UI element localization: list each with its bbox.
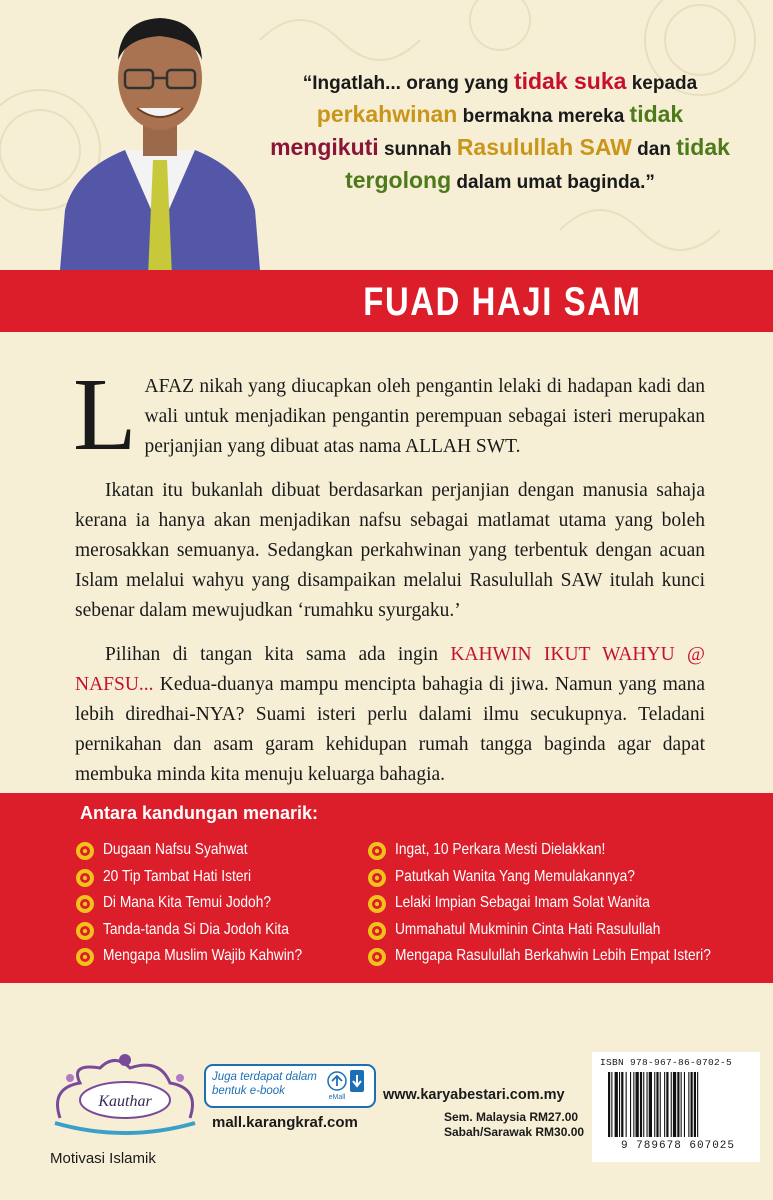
contents-title: Antara kandungan menarik: — [80, 803, 319, 823]
list-item — [367, 865, 762, 892]
flower-bullet-icon — [75, 894, 95, 914]
author-name: FUAD HAJI SAM — [363, 280, 642, 324]
quote-word: perkahwinan — [316, 101, 458, 127]
kauthar-logo-text: Kauthar — [98, 1093, 152, 1110]
quote-word: orang yang — [400, 73, 514, 94]
contents-list-right — [367, 838, 762, 971]
quote-word: Rasulullah SAW — [456, 134, 632, 160]
barcode-number: 9 789678 607025 — [620, 1140, 736, 1152]
author-quote — [255, 66, 745, 198]
flower-bullet-icon — [75, 921, 95, 941]
quote-word: tergolong — [345, 167, 452, 193]
list-item-label: Mengapa Muslim Wajib Kahwin? — [103, 947, 303, 964]
quote-word: tidak — [676, 134, 730, 160]
list-item-label: Ummahatul Mukminin Cinta Hati Rasulullah — [395, 920, 661, 938]
list-item-label: Lelaki Impian Sebagai Imam Solat Wanita — [395, 894, 650, 911]
flower-bullet-icon — [367, 921, 387, 941]
mall-website[interactable]: mall.karangkraf.com — [212, 1114, 358, 1131]
list-item-label: Di Mana Kita Temui Jodoh? — [103, 894, 272, 911]
quote-word: “Ingatlah... — [302, 73, 401, 94]
list-item-label: 20 Tip Tambat Hati Isteri — [103, 867, 252, 885]
highlight-text: KAHWIN IKUT WAHYU @ NAFSU... — [75, 644, 705, 695]
list-item — [75, 918, 335, 945]
list-item — [367, 918, 762, 945]
synopsis-paragraph — [73, 357, 705, 472]
list-item — [75, 944, 335, 971]
quote-word: dalam umat baginda.” — [451, 172, 655, 193]
list-item-label: Tanda-tanda Si Dia Jodoh Kita — [103, 920, 289, 938]
list-item-label: Patutkah Wanita Yang Memulakannya? — [395, 867, 635, 885]
flower-bullet-icon — [367, 841, 387, 861]
quote-word: sunnah — [378, 139, 457, 160]
quote-word: kepada — [626, 73, 698, 94]
contents-list-left — [75, 838, 335, 971]
synopsis-text: Kedua-duanya mampu mencipta bahagia di jiwa. Namun yang mana lebih diredhai-NYA? Suami isteri perlu dalami ilmu secukupnya. Teladani pernikahan dan asam garam kehidupan rumah tangga baginda agar dapat membuka minda kita menuju keluarga bahagia. — [75, 674, 705, 785]
price-west-malaysia: Sem. Malaysia RM27.00 — [444, 1110, 579, 1124]
emall-download-icon — [326, 1068, 368, 1102]
synopsis-text: Pilihan di tangan kita sama ada ingin — [105, 644, 451, 665]
synopsis-text: AFAZ nikah yang diucapkan oleh pengantin lelaki di hadapan kadi dan wali untuk menjadikan pengantin perempuan sebagai isteri merupakan perjanjian yang dibuat atas nama ALLAH SWT. — [144, 376, 705, 457]
synopsis — [73, 357, 705, 804]
list-item — [75, 891, 335, 918]
list-item-label: Mengapa Rasulullah Berkahwin Lebih Empat Isteri? — [395, 947, 711, 964]
drop-cap: L — [73, 357, 137, 472]
synopsis-paragraph: Ikatan itu bukanlah dibuat berdasarkan perjanjian dengan manusia sahaja kerana ia hanya akan menjadikan nafsu sebagai matlamat utama yang boleh merosakkan semuanya. Sedangkan perkahwinan yang terbentuk dengan acuan Islam melalui wahyu yang disampaikan melalui Rasulullah SAW itulah kunci sebenar dalam mewujudkan ‘rumahku syurgaku.’ — [75, 480, 705, 621]
list-item — [75, 865, 335, 892]
quote-word: tidak suka — [513, 68, 627, 94]
list-item — [367, 891, 762, 918]
ebook-note: Juga terdapat dalam bentuk e-book — [212, 1071, 317, 1097]
flower-bullet-icon — [75, 947, 95, 967]
emall-label: eMall — [328, 1094, 346, 1101]
kauthar-logo — [40, 1048, 210, 1148]
list-item-label: Ingat, 10 Perkara Mesti Dielakkan! — [395, 841, 606, 858]
flower-bullet-icon — [367, 947, 387, 967]
list-item — [367, 944, 762, 971]
quote-word: dan — [631, 139, 677, 160]
quote-word: bermakna mereka — [457, 106, 630, 127]
series-label: Motivasi Islamik — [50, 1150, 156, 1167]
flower-bullet-icon — [367, 894, 387, 914]
price-east-malaysia: Sabah/Sarawak RM30.00 — [444, 1125, 585, 1139]
quote-word: tidak — [629, 101, 684, 127]
isbn: ISBN 978-967-86-0702-5 — [600, 1057, 733, 1068]
quote-word: mengikuti — [270, 134, 379, 160]
flower-bullet-icon — [75, 841, 95, 861]
barcode-icon — [606, 1072, 756, 1137]
list-item — [367, 838, 762, 865]
flower-bullet-icon — [367, 868, 387, 888]
list-item-label: Dugaan Nafsu Syahwat — [103, 841, 248, 858]
publisher-website[interactable]: www.karyabestari.com.my — [383, 1087, 565, 1103]
list-item — [75, 838, 335, 865]
synopsis-paragraph — [75, 640, 705, 790]
flower-bullet-icon — [75, 868, 95, 888]
